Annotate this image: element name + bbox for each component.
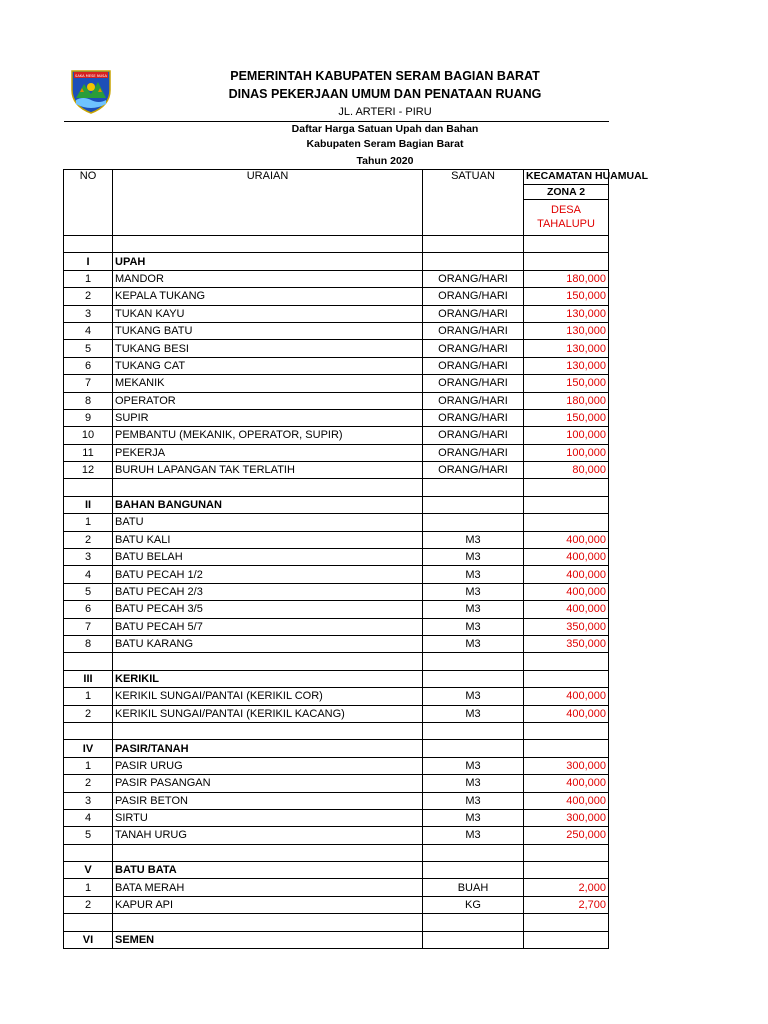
row-satuan <box>423 479 524 496</box>
row-satuan <box>423 670 524 687</box>
row-uraian: BATU BATA <box>113 862 423 879</box>
row-satuan <box>423 931 524 948</box>
table-row <box>64 444 609 461</box>
row-uraian: OPERATOR <box>113 392 423 409</box>
row-uraian: PASIR URUG <box>113 757 423 774</box>
table-row <box>64 757 609 774</box>
spacer-row <box>64 236 609 253</box>
row-satuan: ORANG/HARI <box>423 357 524 374</box>
row-no: 8 <box>64 392 113 409</box>
document-title: Daftar Harga Satuan Upah dan Bahan <box>291 123 479 135</box>
row-price: 130,000 <box>524 357 609 374</box>
row-uraian: PEKERJA <box>113 444 423 461</box>
row-no: 4 <box>64 322 113 339</box>
price-table <box>63 169 649 949</box>
row-satuan <box>423 914 524 931</box>
row-price <box>524 740 609 757</box>
row-uraian: SUPIR <box>113 409 423 426</box>
row-no: 2 <box>64 288 113 305</box>
row-no: 2 <box>64 705 113 722</box>
row-no <box>64 236 113 253</box>
row-satuan: ORANG/HARI <box>423 427 524 444</box>
column-header-satuan: SATUAN <box>423 170 524 236</box>
row-satuan: ORANG/HARI <box>423 288 524 305</box>
row-uraian: BATU PECAH 3/5 <box>113 601 423 618</box>
row-price: 400,000 <box>524 775 609 792</box>
row-satuan: ORANG/HARI <box>423 340 524 357</box>
row-no: 6 <box>64 601 113 618</box>
table-row <box>64 375 609 392</box>
row-satuan <box>423 514 524 531</box>
row-no: 2 <box>64 896 113 913</box>
row-price: 130,000 <box>524 322 609 339</box>
table-row <box>64 427 609 444</box>
row-no <box>64 844 113 861</box>
row-uraian: MANDOR <box>113 270 423 287</box>
row-uraian: TUKANG CAT <box>113 357 423 374</box>
row-uraian <box>113 722 423 739</box>
row-satuan: M3 <box>423 601 524 618</box>
table-row <box>64 635 609 652</box>
column-header-desa: DESA TAHALUPU <box>537 204 595 230</box>
table-row <box>64 462 609 479</box>
table-row <box>64 514 609 531</box>
row-price: 130,000 <box>524 340 609 357</box>
row-price: 180,000 <box>524 270 609 287</box>
column-header-no: NO <box>64 170 113 236</box>
spacer-row <box>64 722 609 739</box>
row-price: 80,000 <box>524 462 609 479</box>
row-price: 130,000 <box>524 305 609 322</box>
row-uraian: BAHAN BANGUNAN <box>113 496 423 513</box>
logo-text: SAKA MESE NUSA <box>75 74 107 78</box>
table-row <box>64 896 609 913</box>
row-satuan: ORANG/HARI <box>423 462 524 479</box>
column-header-zone <box>524 170 649 236</box>
table-row <box>64 688 609 705</box>
row-no <box>64 479 113 496</box>
row-price: 400,000 <box>524 566 609 583</box>
row-uraian <box>113 236 423 253</box>
row-no: 5 <box>64 583 113 600</box>
spacer-row <box>64 479 609 496</box>
row-satuan <box>423 722 524 739</box>
row-satuan <box>423 496 524 513</box>
row-price <box>524 722 609 739</box>
row-no: 5 <box>64 827 113 844</box>
row-satuan <box>423 653 524 670</box>
table-row <box>64 270 609 287</box>
row-price: 2,000 <box>524 879 609 896</box>
row-no: IV <box>64 740 113 757</box>
table-row <box>64 601 609 618</box>
row-no: 4 <box>64 566 113 583</box>
row-uraian: BATU <box>113 514 423 531</box>
row-uraian: PEMBANTU (MEKANIK, OPERATOR, SUPIR) <box>113 427 423 444</box>
row-price: 150,000 <box>524 375 609 392</box>
row-satuan <box>423 236 524 253</box>
table-row <box>64 618 609 635</box>
row-no: 3 <box>64 305 113 322</box>
row-no: 11 <box>64 444 113 461</box>
row-no: 3 <box>64 549 113 566</box>
row-price: 100,000 <box>524 427 609 444</box>
row-price: 350,000 <box>524 635 609 652</box>
row-uraian: SEMEN <box>113 931 423 948</box>
row-uraian <box>113 479 423 496</box>
row-price: 300,000 <box>524 809 609 826</box>
row-price <box>524 931 609 948</box>
row-price <box>524 914 609 931</box>
table-row <box>64 288 609 305</box>
row-no: 1 <box>64 514 113 531</box>
row-uraian: KAPUR API <box>113 896 423 913</box>
row-satuan: M3 <box>423 705 524 722</box>
kabupaten-logo <box>70 68 112 114</box>
spacer-row <box>64 653 609 670</box>
row-price: 150,000 <box>524 409 609 426</box>
row-uraian: UPAH <box>113 253 423 270</box>
row-uraian: BATU PECAH 5/7 <box>113 618 423 635</box>
row-satuan: M3 <box>423 809 524 826</box>
row-no: II <box>64 496 113 513</box>
row-no: 5 <box>64 340 113 357</box>
row-satuan: M3 <box>423 827 524 844</box>
column-header-uraian: URAIAN <box>113 170 423 236</box>
row-satuan: ORANG/HARI <box>423 305 524 322</box>
table-row <box>64 775 609 792</box>
row-satuan: M3 <box>423 635 524 652</box>
row-price <box>524 844 609 861</box>
table-row <box>64 531 609 548</box>
row-uraian: BATU PECAH 1/2 <box>113 566 423 583</box>
row-satuan: ORANG/HARI <box>423 409 524 426</box>
row-price <box>524 479 609 496</box>
row-no: 1 <box>64 879 113 896</box>
row-price: 400,000 <box>524 601 609 618</box>
row-no: 7 <box>64 375 113 392</box>
row-uraian: PASIR PASANGAN <box>113 775 423 792</box>
header-divider <box>64 121 609 122</box>
row-no: 1 <box>64 270 113 287</box>
section-row <box>64 740 609 757</box>
row-no: 2 <box>64 531 113 548</box>
row-no: 8 <box>64 635 113 652</box>
row-uraian: BATU BELAH <box>113 549 423 566</box>
row-satuan: BUAH <box>423 879 524 896</box>
table-row <box>64 879 609 896</box>
row-no: 10 <box>64 427 113 444</box>
header-department-title: DINAS PEKERJAAN UMUM DAN PENATAAN RUANG <box>228 87 542 101</box>
row-no: I <box>64 253 113 270</box>
table-row <box>64 549 609 566</box>
row-satuan <box>423 740 524 757</box>
document-year: Tahun 2020 <box>356 155 414 167</box>
row-no: V <box>64 862 113 879</box>
row-uraian: SIRTU <box>113 809 423 826</box>
row-satuan: ORANG/HARI <box>423 444 524 461</box>
row-price: 400,000 <box>524 583 609 600</box>
table-row <box>64 827 609 844</box>
row-price: 400,000 <box>524 531 609 548</box>
row-no <box>64 914 113 931</box>
row-price: 400,000 <box>524 549 609 566</box>
row-satuan: M3 <box>423 792 524 809</box>
column-header-kecamatan: KECAMATAN HUAMUAL <box>526 170 649 182</box>
row-no: 12 <box>64 462 113 479</box>
row-uraian: BATU KALI <box>113 531 423 548</box>
row-price <box>524 236 609 253</box>
row-no: 6 <box>64 357 113 374</box>
table-row <box>64 583 609 600</box>
row-satuan <box>423 844 524 861</box>
row-uraian: BATU PECAH 2/3 <box>113 583 423 600</box>
section-row <box>64 931 609 948</box>
row-uraian <box>113 914 423 931</box>
table-row <box>64 566 609 583</box>
row-price: 400,000 <box>524 688 609 705</box>
table-row <box>64 792 609 809</box>
row-uraian: KERIKIL <box>113 670 423 687</box>
row-satuan: M3 <box>423 566 524 583</box>
section-row <box>64 670 609 687</box>
row-price <box>524 253 609 270</box>
row-price: 400,000 <box>524 705 609 722</box>
row-uraian: TANAH URUG <box>113 827 423 844</box>
row-price: 2,700 <box>524 896 609 913</box>
row-uraian: PASIR BETON <box>113 792 423 809</box>
table-row <box>64 705 609 722</box>
row-no <box>64 722 113 739</box>
row-satuan <box>423 862 524 879</box>
row-satuan: M3 <box>423 688 524 705</box>
table-row <box>64 809 609 826</box>
row-uraian: KERIKIL SUNGAI/PANTAI (KERIKIL KACANG) <box>113 705 423 722</box>
row-price: 300,000 <box>524 757 609 774</box>
row-price: 100,000 <box>524 444 609 461</box>
row-no: 3 <box>64 792 113 809</box>
row-no: 4 <box>64 809 113 826</box>
row-uraian: TUKANG BATU <box>113 322 423 339</box>
table-row <box>64 322 609 339</box>
row-satuan: ORANG/HARI <box>423 392 524 409</box>
table-row <box>64 357 609 374</box>
row-satuan: M3 <box>423 549 524 566</box>
row-satuan: ORANG/HARI <box>423 375 524 392</box>
section-row <box>64 862 609 879</box>
row-no: 7 <box>64 618 113 635</box>
row-no: 1 <box>64 688 113 705</box>
row-price: 350,000 <box>524 618 609 635</box>
row-uraian: BURUH LAPANGAN TAK TERLATIH <box>113 462 423 479</box>
row-uraian: KERIKIL SUNGAI/PANTAI (KERIKIL COR) <box>113 688 423 705</box>
row-uraian: TUKAN KAYU <box>113 305 423 322</box>
row-no: VI <box>64 931 113 948</box>
row-uraian: TUKANG BESI <box>113 340 423 357</box>
row-no: III <box>64 670 113 687</box>
table-row <box>64 305 609 322</box>
row-price <box>524 653 609 670</box>
row-price <box>524 670 609 687</box>
row-uraian: BATU KARANG <box>113 635 423 652</box>
row-price <box>524 496 609 513</box>
section-row <box>64 496 609 513</box>
row-satuan: ORANG/HARI <box>423 270 524 287</box>
row-price: 180,000 <box>524 392 609 409</box>
table-row <box>64 392 609 409</box>
row-no: 1 <box>64 757 113 774</box>
table-header-row <box>64 170 609 236</box>
row-no <box>64 653 113 670</box>
row-satuan <box>423 253 524 270</box>
row-price: 150,000 <box>524 288 609 305</box>
row-price <box>524 514 609 531</box>
row-uraian: PASIR/TANAH <box>113 740 423 757</box>
row-uraian: MEKANIK <box>113 375 423 392</box>
document-region: Kabupaten Seram Bagian Barat <box>306 138 464 150</box>
row-satuan: ORANG/HARI <box>423 322 524 339</box>
row-price: 250,000 <box>524 827 609 844</box>
table-row <box>64 340 609 357</box>
row-uraian <box>113 653 423 670</box>
row-uraian: BATA MERAH <box>113 879 423 896</box>
row-uraian <box>113 844 423 861</box>
row-no: 2 <box>64 775 113 792</box>
column-header-zona: ZONA 2 <box>524 184 608 200</box>
row-satuan: M3 <box>423 775 524 792</box>
table-row <box>64 409 609 426</box>
header-government-title: PEMERINTAH KABUPATEN SERAM BAGIAN BARAT <box>230 69 540 83</box>
spacer-row <box>64 844 609 861</box>
row-price <box>524 862 609 879</box>
row-satuan: M3 <box>423 618 524 635</box>
row-price: 400,000 <box>524 792 609 809</box>
row-satuan: M3 <box>423 531 524 548</box>
spacer-row <box>64 914 609 931</box>
header-address: JL. ARTERI - PIRU <box>338 106 432 118</box>
row-no: 9 <box>64 409 113 426</box>
section-row <box>64 253 609 270</box>
row-satuan: M3 <box>423 583 524 600</box>
row-satuan: KG <box>423 896 524 913</box>
row-uraian: KEPALA TUKANG <box>113 288 423 305</box>
row-satuan: M3 <box>423 757 524 774</box>
